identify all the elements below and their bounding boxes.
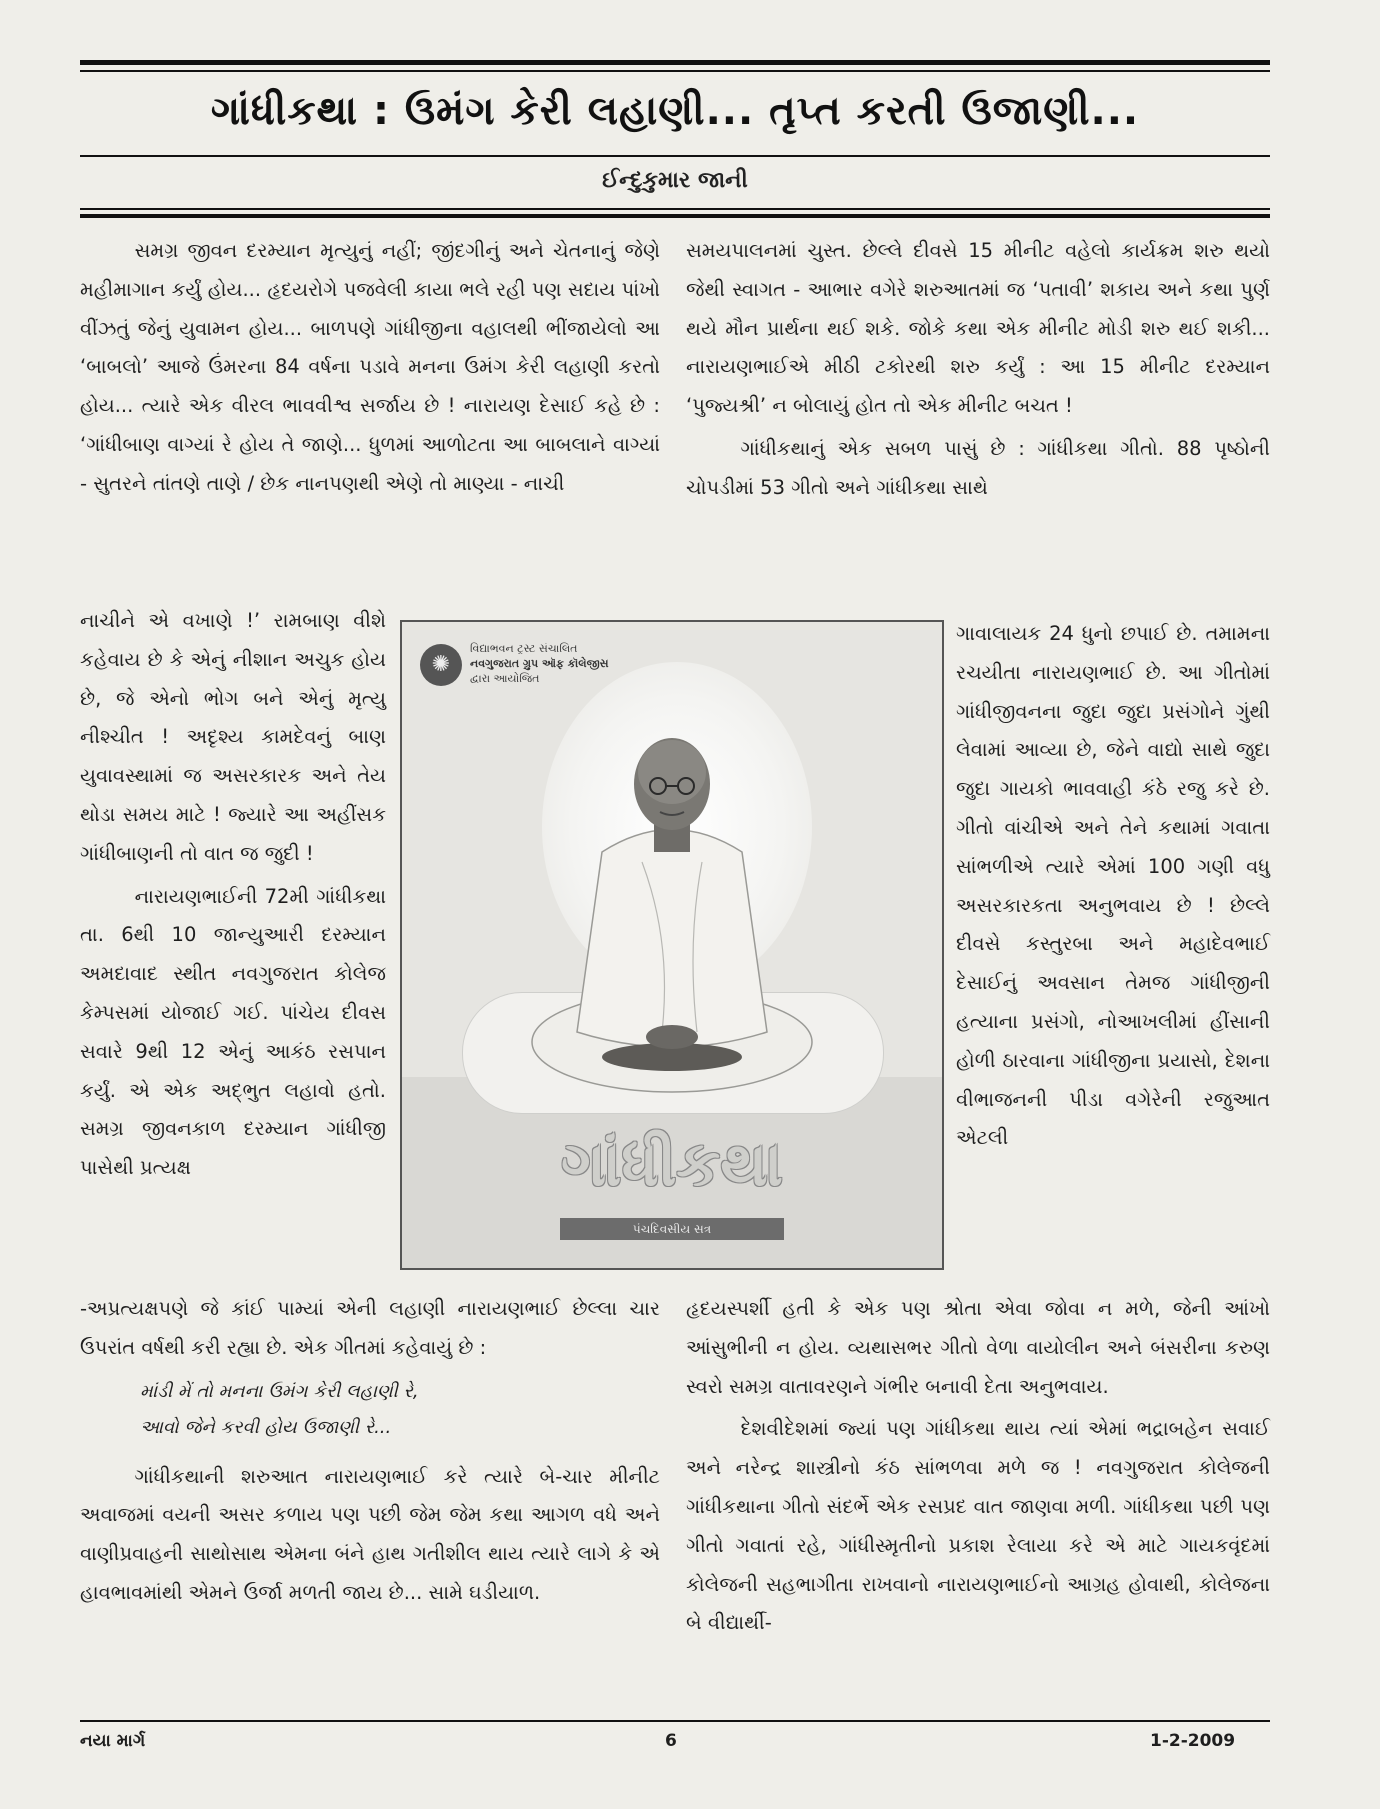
- paragraph: ગાંધીકથાનું એક સબળ પાસું છે : ગાંધીકથા ગીતો. 88 પૃષ્ઠોની ચોપડીમાં 53 ગીતો અને ગાંધીકથા સાથે: [686, 436, 1270, 499]
- left-column-bottom: [80, 1290, 660, 1617]
- paragraph: ગાવાલાયક 24 ધુનો છપાઈ છે. તમામના રચયીતા નારાયણભાઈ છે. આ ગીતોમાં ગાંધીજીવનના જુદા જુદા પ્રસંગોને ગુંથી લેવામાં આવ્યા છે, જેને વાદ્યો સાથે જુદા જુદા ગાયકો ભાવવાહી કંઠે રજુ કરે છે. ગીતો વાંચીએ અને તેને કથામાં ગવાતા સાંભળીએ ત્યારે એમાં 100 ગણી વધુ અસરકારકતા અનુભવાય છે ! છેલ્લે દીવસે કસ્તુરબા અને મહાદેવભાઈ દેસાઈનું અવસાન તેમજ ગાંધીજીની હત્યાના પ્રસંગો, નોઆખલીમાં હીંસાની હોળી ઠારવાના ગાંધીજીના પ્રયાસો, દેશના વીભાજનની પીડા વગેરેની રજુઆત એટલી: [956, 622, 1270, 1150]
- paragraph: સમગ્ર જીવન દરમ્યાન મૃત્યુનું નહીં; જીંદગીનું અને ચેતનાનું જેણે મહીમાગાન કર્યું હોય... હૃદયરોગે પજવેલી કાયા ભલે રહી પણ સદાય પાંખો વીંઝતું જેનું યુવામન હોય... બાળપણે ગાંધીજીના વહાલથી ભીંજાયેલો આ ‘બાબલો’ આજે ઉંમરના 84 વર્ષના પડાવે મનના ઉમંગ કેરી લહાણી કરતો હોય... ત્યારે એક વીરલ ભાવવીશ્વ સર્જાય છે ! નારાયણ દેસાઈ કહે છે : ‘ગાંધીબાણ વાગ્યાં રે હોય તે જાણે... ધુળમાં આળોટતા આ બાબલાને વાગ્યાં - સુતરને તાંતણે તાણે / છેક નાનપણથી એણે તો માણ્યા - નાચી: [80, 239, 660, 495]
- paragraph: નારાયણભાઈની 72મી ગાંધીકથા તા. 6થી 10 જાન્યુઆરી દરમ્યાન અમદાવાદ સ્થીત નવગુજરાત કોલેજ કેમ્પસમાં યોજાઈ ગઈ. પાંચેય દીવસ સવારે 9થી 12 એનું આકંઠ રસપાન કર્યું. એ એક અદ્ભુત લહાવો હતો. સમગ્ર જીવનકાળ દરમ્યાન ગાંધીજી પાસેથી પ્રત્યક્ષ: [80, 884, 386, 1180]
- top-thin-rule: [80, 70, 1270, 72]
- paragraph: નાચીને એ વખાણે !’ રામબાણ વીશે કહેવાય છે કે એનું નીશાન અચુક હોય છે, જે એનો ભોગ બને એનું મૃત્યુ નીશ્ચીત ! અદૃશ્ય કામદેવનું બાણ યુવાવસ્થામાં જ અસરકારક અને તેય થોડા સમય માટે ! જ્યારે આ અહીંસક ગાંધીબાણની તો વાત જ જુદી !: [80, 609, 386, 865]
- poster-logo-line: દ્વારા આયોજિત: [470, 672, 540, 685]
- top-thick-rule: [80, 60, 1270, 65]
- right-column-wrap: [956, 615, 1270, 1162]
- footer-rule: [80, 1720, 1270, 1722]
- poster-logo-line: વિદ્યાભવન ટ્રસ્ટ સંચાલિત: [470, 642, 578, 655]
- gandhikatha-poster-image: [400, 620, 944, 1270]
- author-thin-rule: [80, 208, 1270, 210]
- author-thick-rule: [80, 214, 1270, 218]
- paragraph: -અપ્રત્યક્ષપણે જે કાંઈ પામ્યાં એની લહાણી નારાયણભાઈ છેલ્લા ચાર ઉપરાંત વર્ષથી કરી રહ્યા છે. એક ગીતમાં કહેવાયું છે :: [80, 1297, 660, 1359]
- poem-line: આવો જેને કરવી હોય ઉજાણી રે...: [140, 1416, 392, 1438]
- paragraph: ગાંધીકથાની શરુઆત નારાયણભાઈ કરે ત્યારે બે-ચાર મીનીટ અવાજમાં વયની અસર કળાય પણ પછી જેમ જેમ કથા આગળ વધે અને વાણીપ્રવાહની સાથોસાથ એમના બંને હાથ ગતીશીલ થાય ત્યારે લાગે કે એ હાવભાવમાંથી એમને ઉર્જા મળતી જાય છે... સામે ઘડીયાળ.: [80, 1464, 660, 1604]
- paragraph: દેશવીદેશમાં જ્યાં પણ ગાંધીકથા થાય ત્યાં એમાં ભદ્રાબહેન સવાઈ અને નરેન્દ્ર શાસ્ત્રીનો કંઠ સાંભળવા મળે જ ! નવગુજરાત કોલેજની ગાંધીકથાના ગીતો સંદર્ભે એક રસપ્રદ વાત જાણવા મળી. ગાંધીકથા પછી પણ ગીતો ગવાતાં રહે, ગાંધીસ્મૃતીનો પ્રકાશ રેલાયા કરે એ માટે ગાયકવૃંદમાં કોલેજની સહભાગીતા રાખવાનો નારાયણભાઈનો આગ્રહ હોવાથી, કોલેજના બે વીદ્યાર્થી-: [686, 1417, 1270, 1635]
- article-title: ગાંધીકથા : ઉમંગ કેરી લહાણી... તૃપ્ત કરતી ઉજાણી...: [210, 88, 1140, 134]
- poster-logo-line: નવગુજરાત ગ્રુપ ઑફ કૉલેજીસ: [470, 657, 609, 670]
- gandhi-figure-illustration: [522, 712, 822, 1112]
- poster-title: ગાંધીકથા: [561, 1127, 783, 1200]
- page-number: 6: [665, 1731, 677, 1751]
- title-divider: [80, 155, 1270, 157]
- poem-line: માંડી મેં તો મનના ઉમંગ કેરી લહાણી રે,: [140, 1380, 419, 1402]
- right-column-bottom: [686, 1290, 1270, 1647]
- publication-name: નયા માર્ગ: [80, 1731, 146, 1751]
- paragraph: સમયપાલનમાં ચુસ્ત. છેલ્લે દીવસે 15 મીનીટ વહેલો કાર્યક્રમ શરુ થયો જેથી સ્વાગત - આભાર વગેરે શરુઆતમાં જ ‘પતાવી’ શકાય અને કથા પુર્ણ થયે મૌન પ્રાર્થના થઈ શકે. જોકે કથા એક મીનીટ મોડી શરુ થઈ શકી... નારાયણભાઈએ મીઠી ટકોરથી શરુ કર્યું : આ 15 મીનીટ દરમ્યાન ‘પુજ્યશ્રી’ ન બોલાયું હોત તો એક મીનીટ બચત !: [686, 239, 1270, 418]
- right-column-top: [686, 232, 1270, 512]
- issue-date: 1-2-2009: [1150, 1731, 1236, 1751]
- paragraph: હૃદયસ્પર્શી હતી કે એક પણ શ્રોતા એવા જોવા ન મળે, જેની આંખો આંસુભીની ન હોય. વ્યથાસભર ગીતો વેળા વાયોલીન અને બંસરીના કરુણ સ્વરો સમગ્ર વાતાવરણને ગંભીર બનાવી દેતા અનુભવાય.: [686, 1297, 1270, 1398]
- poster-subtitle-band: પંચદિવસીય સત્ર: [560, 1218, 784, 1240]
- author-name: ઈન્દુકુમાર જાની: [602, 168, 748, 193]
- left-column-wrap: [80, 602, 386, 1192]
- left-column-top: [80, 232, 660, 508]
- college-emblem-icon: ✺: [420, 644, 462, 686]
- poem-quote: [140, 1374, 660, 1446]
